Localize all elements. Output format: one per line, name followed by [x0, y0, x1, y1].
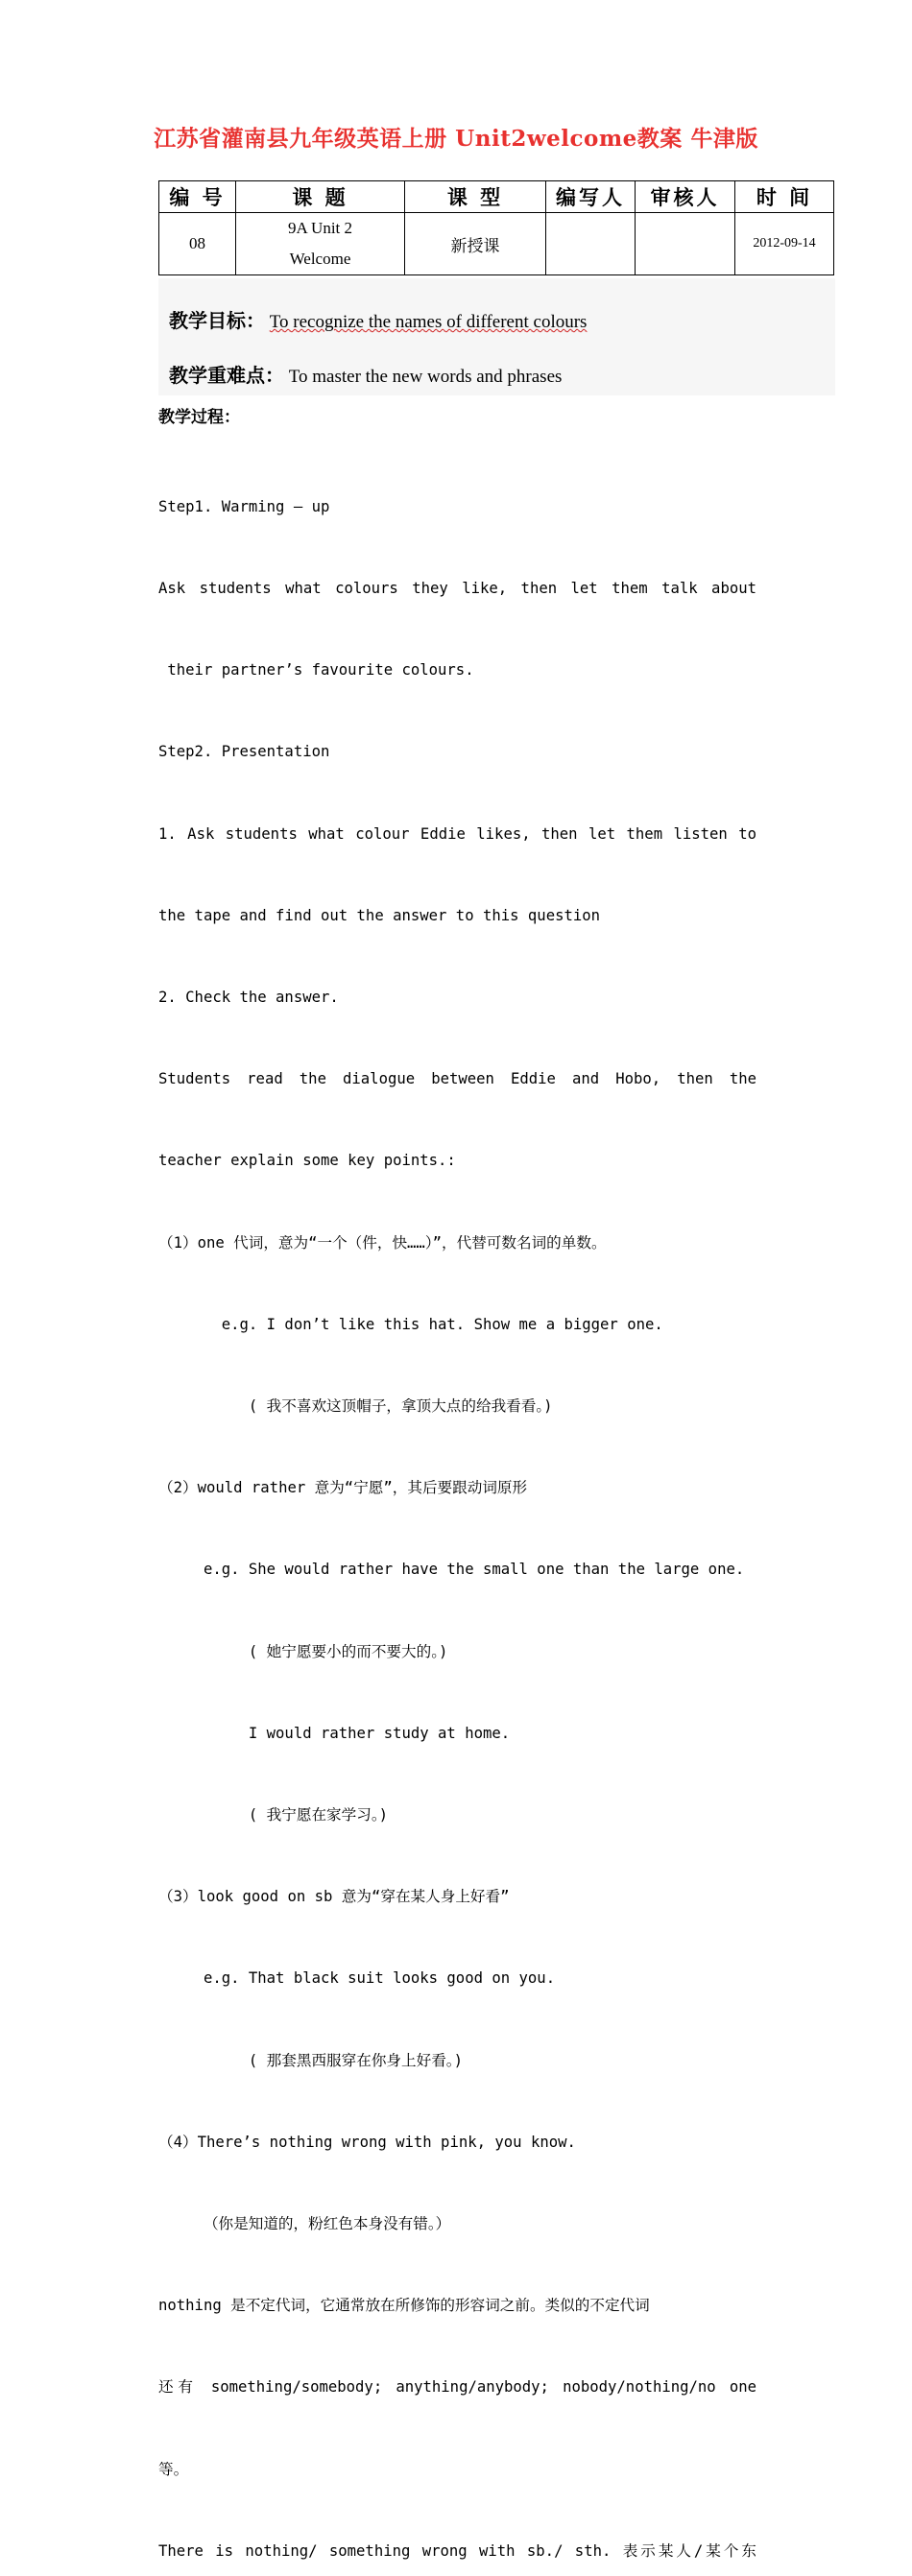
process-line: e.g. That black suit looks good on you. [158, 1969, 556, 1988]
process-line: 1. Ask students what colour Eddie likes, then let them listen to [158, 824, 756, 843]
key-points-text: To master the new words and phrases [288, 367, 563, 387]
header-date: 时 间 [735, 181, 834, 213]
process-line: （4）There’s nothing wrong with pink, you know. [158, 2133, 576, 2151]
process-content [158, 439, 756, 2576]
process-line: teacher explain some key points.: [158, 1152, 456, 1170]
process-line: nothing 是不定代词，它通常放在所修饰的形容词之前。类似的不定代词 [158, 2297, 650, 2315]
process-line: 2. Check the answer. [158, 989, 339, 1007]
process-line: （2）would rather 意为“宁愿”，其后要跟动词原形 [158, 1479, 528, 1497]
page-title: 江苏省灌南县九年级英语上册 Unit2welcome教案 牛津版 [154, 126, 758, 152]
process-line: Students read the dialogue between Eddie and Hobo, then the [158, 1070, 756, 1088]
process-line: （3）look good on sb 意为“穿在某人身上好看” [158, 1888, 510, 1906]
lesson-info-table [158, 180, 834, 275]
process-line: 还有 something/somebody; anything/anybody; nobody/nothing/no one [158, 2378, 756, 2397]
cell-writer [546, 213, 636, 275]
cell-date: 2012-09-14 [735, 213, 834, 275]
header-topic: 课 题 [236, 181, 405, 213]
process-line: Step2. Presentation [158, 743, 330, 761]
process-line: Step1. Warming – up [158, 497, 330, 515]
process-line: Ask students what colours they like, then let them talk about [158, 580, 756, 598]
process-line: ( 那套黑西服穿在你身上好看。) [158, 2051, 463, 2069]
process-line: ( 她宁愿要小的而不要大的。) [158, 1642, 448, 1660]
header-number: 编 号 [159, 181, 236, 213]
cell-topic-line2: Welcome [289, 250, 351, 268]
table-row [159, 213, 834, 275]
process-line: ( 我宁愿在家学习。) [158, 1806, 388, 1825]
header-writer: 编写人 [546, 181, 636, 213]
process-line: （1）one 代词，意为“一个（件，快……）”，代替可数名词的单数。 [158, 1233, 607, 1252]
process-line: I would rather study at home. [158, 1724, 511, 1742]
header-type: 课 型 [405, 181, 546, 213]
objective-label: 教学目标： [169, 309, 265, 332]
cell-type: 新授课 [405, 213, 546, 275]
objective-text: To recognize the names of different colours [269, 312, 588, 332]
objective-line [169, 305, 587, 333]
key-points-line [169, 360, 562, 388]
cell-topic-line1: 9A Unit 2 [287, 219, 353, 237]
cell-topic [236, 213, 405, 275]
process-line: There is nothing/ something wrong with sb./ sth. 表示某人/某个东 [158, 2541, 756, 2560]
process-heading: 教学过程： [158, 408, 240, 427]
cell-number: 08 [159, 213, 236, 275]
key-points-label: 教学重难点： [169, 364, 284, 387]
process-line: e.g. I don’t like this hat. Show me a bigger one. [158, 1315, 663, 1333]
process-line: the tape and find out the answer to this question [158, 906, 601, 924]
process-line: their partner’s favourite colours. [158, 661, 474, 680]
process-line: 等。 [158, 2460, 189, 2478]
table-header-row [159, 181, 834, 213]
cell-reviewer [636, 213, 735, 275]
header-reviewer: 审核人 [636, 181, 735, 213]
process-line: ( 我不喜欢这顶帽子，拿顶大点的给我看看。) [158, 1397, 553, 1416]
process-line: （你是知道的，粉红色本身没有错。） [158, 2215, 451, 2233]
process-line: e.g. She would rather have the small one than the large one. [158, 1561, 745, 1579]
